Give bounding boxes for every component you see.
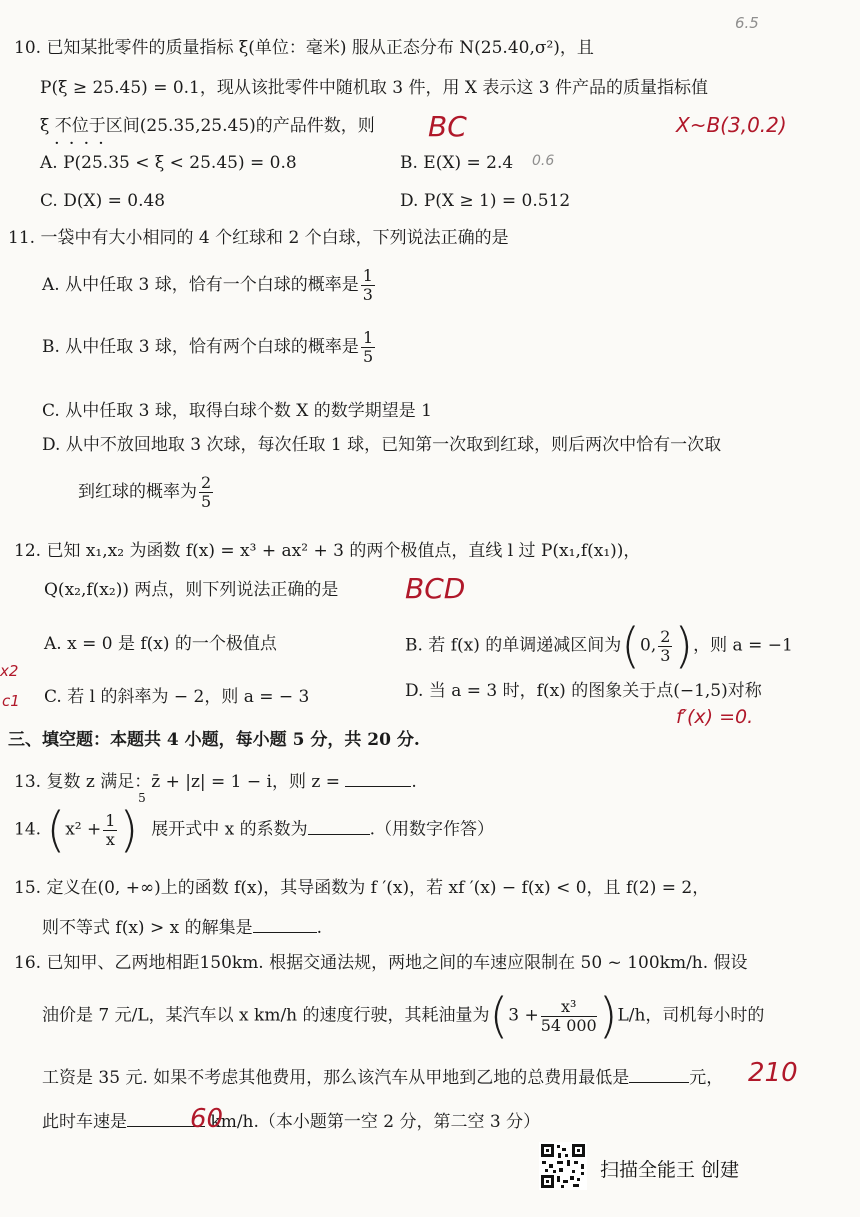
fraction <box>361 268 375 303</box>
fraction <box>103 810 117 849</box>
answer-blank <box>345 772 411 787</box>
fraction <box>361 330 375 365</box>
q16-unit: 元， <box>689 1068 724 1088</box>
q11-option-a <box>42 268 377 303</box>
handwritten-q10-b-note: 0.6 <box>532 153 555 169</box>
q14-term: x² + <box>65 819 102 840</box>
q16-line3 <box>42 1068 723 1087</box>
q12-line1: 12. 已知 x₁,x₂ 为函数 f(x) = x³ + ax² + 3 的两个极值点，直线 l 过 P(x₁,f(x₁))， <box>14 541 641 561</box>
fraction-numerator: 2 <box>660 626 671 646</box>
q12-option-b-text: B. 若 f(x) 的单调递减区间为 <box>405 635 622 656</box>
fraction-denominator: 5 <box>362 347 374 366</box>
emphasis-dots: ···· <box>54 133 113 154</box>
q12-line2: Q(x₂,f(x₂)) 两点，则下列说法正确的是 <box>44 580 339 600</box>
q14-exponent: 5 <box>138 791 146 805</box>
q12-option-a: A. x = 0 是 f(x) 的一个极值点 <box>44 634 277 654</box>
qr-code <box>539 1142 587 1190</box>
q13-end: . <box>411 772 417 792</box>
q11-option-a-text: A. 从中任取 3 球，恰有一个白球的概率是 <box>42 275 359 295</box>
q15-text: 则不等式 f(x) > x 的解集是 <box>42 918 253 938</box>
q16-line1: 16. 已知甲、乙两地相距150km. 根据交通法规，两地之间的车速应限制在 50 ~ 100km/h. 假设 <box>14 953 748 973</box>
q10-line2: P(ξ ≥ 25.45) = 0.1，现从该批零件中随机取 3 件，用 X 表示这 3 件产品的质量指标值 <box>40 78 709 98</box>
q16-text: 此时车速是 <box>42 1112 127 1132</box>
q12-option-b <box>405 618 793 674</box>
fraction <box>199 475 213 510</box>
q11-option-d-text: 到红球的概率为 <box>78 482 197 502</box>
q11-option-b-text: B. 从中任取 3 球，恰有两个白球的概率是 <box>42 337 359 357</box>
q10-option-b: B. E(X) = 2.4 <box>400 153 514 173</box>
left-paren: ( <box>46 802 66 858</box>
q16-text: 工资是 35 元. 如果不考虑其他费用，那么该汽车从甲地到乙地的总费用最低是 <box>42 1068 630 1088</box>
fraction-numerator: 1 <box>362 266 373 285</box>
q16-line4 <box>42 1112 540 1131</box>
handwritten-q16-answer-2: 60 <box>190 1104 224 1134</box>
q16-unit: L/h，司机每小时的 <box>617 1005 765 1026</box>
q13 <box>14 772 417 791</box>
handwritten-top-note: 6.5 <box>735 14 759 32</box>
q16-line2 <box>42 988 765 1044</box>
q12-option-d: D. 当 a = 3 时，f(x) 的图象关于点(−1,5)对称 <box>405 681 762 701</box>
q16-text: 油价是 7 元/L，某汽车以 x km/h 的速度行驶，其耗油量为 <box>42 1005 490 1026</box>
right-paren: ) <box>674 618 694 674</box>
q14-number: 14. <box>14 819 42 840</box>
answer-blank <box>308 820 370 835</box>
q10-option-c: C. D(X) = 0.48 <box>40 191 166 211</box>
q14-text: 展开式中 x 的系数为 <box>151 819 308 840</box>
q11-option-c: C. 从中任取 3 球，取得白球个数 X 的数学期望是 1 <box>42 401 432 421</box>
fraction-denominator: 3 <box>660 645 671 665</box>
fraction-numerator: 1 <box>362 328 374 347</box>
q15-line1: 15. 定义在(0, +∞)上的函数 f(x)，其导函数为 f ′(x)，若 xf ′(x) − f(x) < 0，且 f(2) = 2， <box>14 878 710 898</box>
q10-option-a: A. P(25.35 < ξ < 25.45) = 0.8 <box>40 153 297 173</box>
left-paren: ( <box>621 618 640 674</box>
interval-start: 0, <box>640 635 657 656</box>
fraction-denominator: 54 000 <box>540 1015 597 1035</box>
q10-line3: ξ 不位于区间(25.35,25.45)的产品件数，则 <box>40 116 375 136</box>
fraction-numerator: 2 <box>201 473 212 492</box>
handwritten-q12-answer: BCD <box>405 572 466 605</box>
fraction-numerator: 1 <box>105 810 116 830</box>
left-paren: ( <box>489 988 509 1044</box>
q12-option-b-tail: ，则 a = −1 <box>693 635 793 656</box>
handwritten-q16-answer-1: 210 <box>748 1058 798 1088</box>
fraction-denominator: 3 <box>362 285 373 304</box>
q10-option-d: D. P(X ≥ 1) = 0.512 <box>400 191 571 211</box>
section-3-heading: 三、填空题：本题共 4 小题，每小题 5 分，共 20 分. <box>8 730 420 750</box>
q11-option-d-line1: D. 从中不放回地取 3 次球，每次任取 1 球，已知第一次取到红球，则后两次中恰有一次取 <box>42 435 722 455</box>
right-paren: ) <box>598 988 618 1044</box>
q14-tail: .（用数字作答） <box>369 819 495 840</box>
q15-line2 <box>42 918 322 937</box>
answer-blank <box>253 918 317 933</box>
q11-stem: 11. 一袋中有大小相同的 4 个红球和 2 个白球，下列说法正确的是 <box>8 228 509 248</box>
fraction-numerator: x³ <box>541 999 597 1017</box>
answer-blank <box>629 1068 689 1083</box>
fraction-denominator: x <box>105 829 115 849</box>
q13-text: 13. 复数 z 满足：z̄ + |z| = 1 − i，则 z = <box>14 772 340 792</box>
handwritten-q12-d-note: f′(x) =0. <box>676 706 754 728</box>
right-paren: ) <box>119 802 139 858</box>
q11-option-d-line2 <box>78 475 215 510</box>
fraction <box>540 996 597 1035</box>
handwritten-q10-answer: BC <box>428 110 467 143</box>
handwritten-margin-note: x2 <box>0 662 19 680</box>
q11-option-b <box>42 330 377 365</box>
q10-line1: 10. 已知某批零件的质量指标 ξ(单位：毫米) 服从正态分布 N(25.40,σ²)，且 <box>14 38 594 58</box>
q12-option-c: C. 若 l 的斜率为 − 2，则 a = − 3 <box>44 687 310 707</box>
fraction-denominator: 5 <box>201 492 212 511</box>
q14 <box>14 791 495 858</box>
handwritten-q10-note: X~B(3,0.2) <box>676 113 787 137</box>
q16-term: 3 + <box>508 1005 539 1026</box>
handwritten-margin-note: c1 <box>2 692 20 710</box>
q16-tail: km/h.（本小题第一空 2 分，第二空 3 分） <box>210 1112 541 1132</box>
q15-end: . <box>316 918 322 938</box>
scanner-watermark: 扫描全能王 创建 <box>600 1159 740 1181</box>
fraction <box>658 626 672 665</box>
